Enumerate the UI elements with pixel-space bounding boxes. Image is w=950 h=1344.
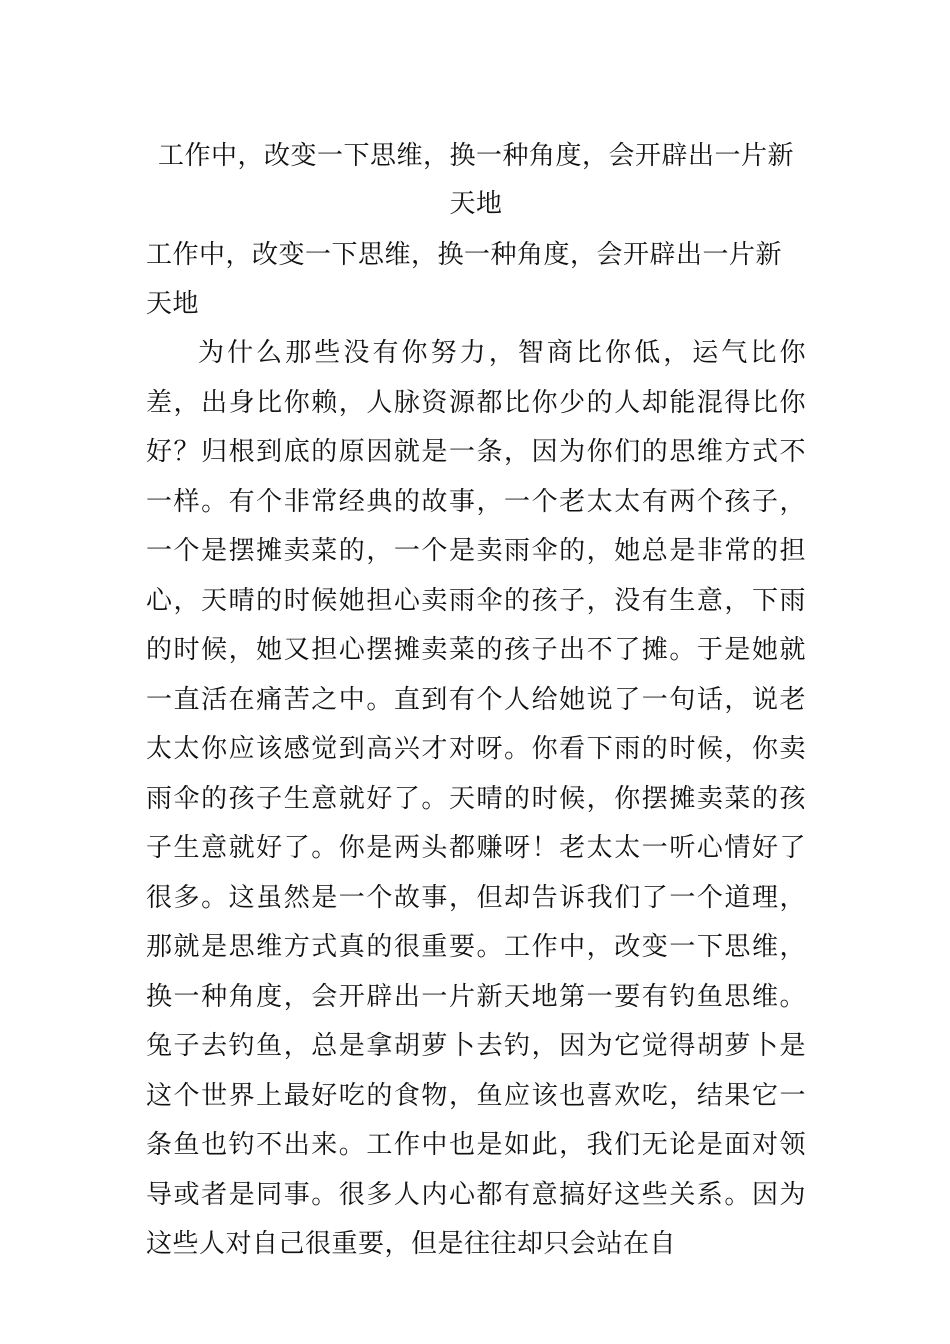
body-paragraph: 为什么那些没有你努力，智商比你低，运气比你差，出身比你赖，人脉资源都比你少的人却能混得比你好？归根到底的原因就是一条，因为你们的思维方式不一样。有个非常经典的故事，一个老太太有两个孩子，一个是摆摊卖菜的，一个是卖雨伞的，她总是非常的担心，天晴的时候她担心卖雨伞的孩子，没有生意，下雨的时候，她又担心摆摊卖菜的孩子出不了摊。于是她就一直活在痛苦之中。直到有个人给她说了一句话，说老太太你应该感觉到高兴才对呀。你看下雨的时候，你卖雨伞的孩子生意就好了。天晴的时候，你摆摊卖菜的孩子生意就好了。你是两头都赚呀！老太太一听心情好了很多。这虽然是一个故事，但却告诉我们了一个道理，那就是思维方式真的很重要。工作中，改变一下思维，换一种角度，会开辟出一片新天地第一要有钓鱼思维。兔子去钓鱼，总是拿胡萝卜去钓，因为它觉得胡萝卜是这个世界上最好吃的食物，鱼应该也喜欢吃，结果它一条鱼也钓不出来。工作中也是如此，我们无论是面对领导或者是同事。很多人内心都有意搞好这些关系。因为这些人对自己很重要，但是往往却只会站在自 bbox=[146, 338, 806, 1259]
document-title: 工作中，改变一下思维，换一种角度，会开辟出一片新天地 bbox=[157, 141, 794, 219]
document-subtitle: 工作中，改变一下思维，换一种角度，会开辟出一片新天地 bbox=[146, 240, 783, 319]
